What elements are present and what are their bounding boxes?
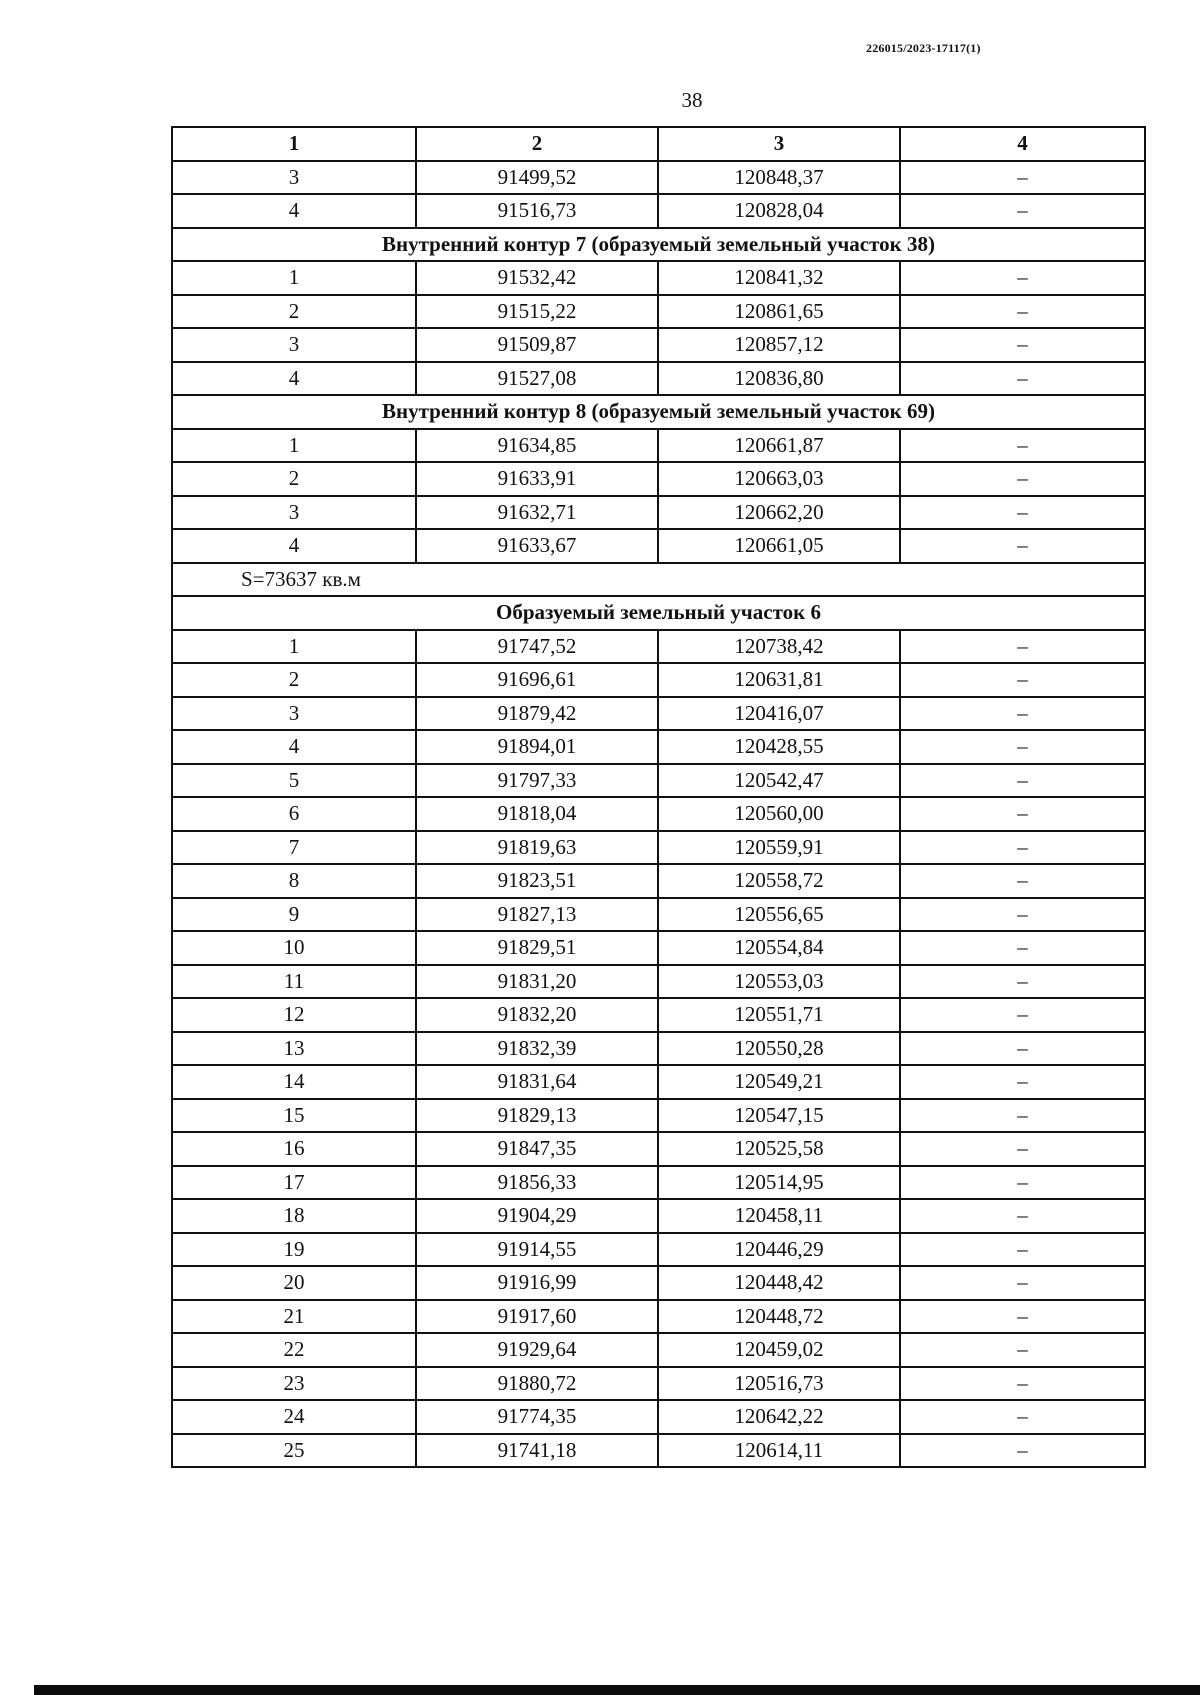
table-row [172,328,1145,362]
x-coordinate-cell: 91880,72 [416,1367,658,1401]
x-coordinate-cell: 91929,64 [416,1333,658,1367]
y-coordinate-cell: 120458,11 [658,1199,900,1233]
point-number-cell: 16 [172,1132,416,1166]
x-coordinate-cell: 91634,85 [416,429,658,463]
x-coordinate-cell: 91856,33 [416,1166,658,1200]
point-number-cell: 4 [172,362,416,396]
y-coordinate-cell: 120560,00 [658,797,900,831]
table-row [172,1065,1145,1099]
x-coordinate-cell: 91747,52 [416,630,658,664]
point-number-cell: 8 [172,864,416,898]
point-number-cell: 13 [172,1032,416,1066]
y-coordinate-cell: 120551,71 [658,998,900,1032]
point-number-cell: 4 [172,529,416,563]
note-cell: – [900,1065,1145,1099]
y-coordinate-cell: 120547,15 [658,1099,900,1133]
section-title: Внутренний контур 8 (образуемый земельный участок 69) [172,395,1145,429]
note-cell: – [900,328,1145,362]
y-coordinate-cell: 120525,58 [658,1132,900,1166]
y-coordinate-cell: 120554,84 [658,931,900,965]
y-coordinate-cell: 120861,65 [658,295,900,329]
note-cell: – [900,1166,1145,1200]
x-coordinate-cell: 91894,01 [416,730,658,764]
point-number-cell: 4 [172,730,416,764]
point-number-cell: 18 [172,1199,416,1233]
table-row [172,1300,1145,1334]
x-coordinate-cell: 91633,67 [416,529,658,563]
x-coordinate-cell: 91832,20 [416,998,658,1032]
section-row [172,395,1145,429]
x-coordinate-cell: 91917,60 [416,1300,658,1334]
page-number: 38 [681,88,703,112]
x-coordinate-cell: 91829,51 [416,931,658,965]
point-number-cell: 6 [172,797,416,831]
y-coordinate-cell: 120448,42 [658,1266,900,1300]
y-coordinate-cell: 120848,37 [658,161,900,195]
note-cell: – [900,429,1145,463]
note-cell: – [900,161,1145,195]
table-row [172,429,1145,463]
table-row [172,1434,1145,1468]
note-cell: – [900,1400,1145,1434]
point-number-cell: 22 [172,1333,416,1367]
table-row [172,831,1145,865]
area-label: S=73637 кв.м [172,563,1145,597]
table-row [172,1367,1145,1401]
section-row [172,596,1145,630]
y-coordinate-cell: 120549,21 [658,1065,900,1099]
point-number-cell: 20 [172,1266,416,1300]
x-coordinate-cell: 91832,39 [416,1032,658,1066]
table-row [172,797,1145,831]
table-row [172,295,1145,329]
table-row [172,1266,1145,1300]
table-row [172,663,1145,697]
section-row [172,228,1145,262]
x-coordinate-cell: 91879,42 [416,697,658,731]
table-row [172,998,1145,1032]
coordinates-table [171,126,1146,1468]
point-number-cell: 10 [172,931,416,965]
x-coordinate-cell: 91847,35 [416,1132,658,1166]
x-coordinate-cell: 91527,08 [416,362,658,396]
point-number-cell: 3 [172,161,416,195]
x-coordinate-cell: 91818,04 [416,797,658,831]
table-row [172,730,1145,764]
note-cell: – [900,1032,1145,1066]
note-cell: – [900,1132,1145,1166]
note-cell: – [900,797,1145,831]
y-coordinate-cell: 120663,03 [658,462,900,496]
y-coordinate-cell: 120828,04 [658,194,900,228]
y-coordinate-cell: 120836,80 [658,362,900,396]
point-number-cell: 4 [172,194,416,228]
note-cell: – [900,261,1145,295]
x-coordinate-cell: 91829,13 [416,1099,658,1133]
point-number-cell: 25 [172,1434,416,1468]
y-coordinate-cell: 120448,72 [658,1300,900,1334]
x-coordinate-cell: 91914,55 [416,1233,658,1267]
note-cell: – [900,496,1145,530]
column-header: 2 [416,127,658,161]
note-cell: – [900,1300,1145,1334]
y-coordinate-cell: 120446,29 [658,1233,900,1267]
note-cell: – [900,1233,1145,1267]
note-cell: – [900,1434,1145,1468]
column-header: 3 [658,127,900,161]
x-coordinate-cell: 91823,51 [416,864,658,898]
column-header: 4 [900,127,1145,161]
y-coordinate-cell: 120614,11 [658,1434,900,1468]
y-coordinate-cell: 120738,42 [658,630,900,664]
y-coordinate-cell: 120841,32 [658,261,900,295]
y-coordinate-cell: 120542,47 [658,764,900,798]
y-coordinate-cell: 120642,22 [658,1400,900,1434]
table-row [172,362,1145,396]
table-row [172,462,1145,496]
table-row [172,1199,1145,1233]
note-cell: – [900,965,1145,999]
note-cell: – [900,1266,1145,1300]
y-coordinate-cell: 120556,65 [658,898,900,932]
table-row [172,764,1145,798]
point-number-cell: 3 [172,496,416,530]
column-header: 1 [172,127,416,161]
table-row [172,898,1145,932]
table-row [172,1166,1145,1200]
note-cell: – [900,898,1145,932]
note-cell: – [900,831,1145,865]
x-coordinate-cell: 91532,42 [416,261,658,295]
y-coordinate-cell: 120428,55 [658,730,900,764]
x-coordinate-cell: 91516,73 [416,194,658,228]
point-number-cell: 14 [172,1065,416,1099]
point-number-cell: 3 [172,328,416,362]
x-coordinate-cell: 91774,35 [416,1400,658,1434]
y-coordinate-cell: 120459,02 [658,1333,900,1367]
point-number-cell: 23 [172,1367,416,1401]
x-coordinate-cell: 91819,63 [416,831,658,865]
note-cell: – [900,697,1145,731]
y-coordinate-cell: 120661,87 [658,429,900,463]
x-coordinate-cell: 91797,33 [416,764,658,798]
y-coordinate-cell: 120514,95 [658,1166,900,1200]
point-number-cell: 2 [172,295,416,329]
document-number: 226015/2023-17117(1) [866,41,981,55]
point-number-cell: 21 [172,1300,416,1334]
y-coordinate-cell: 120516,73 [658,1367,900,1401]
point-number-cell: 2 [172,462,416,496]
x-coordinate-cell: 91741,18 [416,1434,658,1468]
area-row [172,563,1145,597]
point-number-cell: 12 [172,998,416,1032]
x-coordinate-cell: 91696,61 [416,663,658,697]
y-coordinate-cell: 120416,07 [658,697,900,731]
point-number-cell: 1 [172,429,416,463]
note-cell: – [900,998,1145,1032]
table-header-row [172,127,1145,161]
table-row [172,1333,1145,1367]
point-number-cell: 7 [172,831,416,865]
x-coordinate-cell: 91499,52 [416,161,658,195]
point-number-cell: 19 [172,1233,416,1267]
note-cell: – [900,730,1145,764]
table-row [172,1233,1145,1267]
x-coordinate-cell: 91916,99 [416,1266,658,1300]
note-cell: – [900,663,1145,697]
x-coordinate-cell: 91831,64 [416,1065,658,1099]
table-row [172,496,1145,530]
y-coordinate-cell: 120662,20 [658,496,900,530]
x-coordinate-cell: 91904,29 [416,1199,658,1233]
note-cell: – [900,462,1145,496]
table-body [172,161,1145,1468]
section-title: Образуемый земельный участок 6 [172,596,1145,630]
table-row [172,529,1145,563]
table-row [172,965,1145,999]
table-row [172,630,1145,664]
point-number-cell: 9 [172,898,416,932]
point-number-cell: 1 [172,630,416,664]
table-row [172,261,1145,295]
table-row [172,931,1145,965]
note-cell: – [900,1099,1145,1133]
note-cell: – [900,931,1145,965]
point-number-cell: 3 [172,697,416,731]
x-coordinate-cell: 91633,91 [416,462,658,496]
y-coordinate-cell: 120553,03 [658,965,900,999]
point-number-cell: 17 [172,1166,416,1200]
note-cell: – [900,295,1145,329]
point-number-cell: 15 [172,1099,416,1133]
x-coordinate-cell: 91632,71 [416,496,658,530]
y-coordinate-cell: 120857,12 [658,328,900,362]
point-number-cell: 24 [172,1400,416,1434]
table-row [172,697,1145,731]
note-cell: – [900,864,1145,898]
y-coordinate-cell: 120550,28 [658,1032,900,1066]
table-row [172,194,1145,228]
note-cell: – [900,764,1145,798]
table-row [172,161,1145,195]
note-cell: – [900,194,1145,228]
y-coordinate-cell: 120559,91 [658,831,900,865]
section-title: Внутренний контур 7 (образуемый земельный участок 38) [172,228,1145,262]
note-cell: – [900,362,1145,396]
point-number-cell: 11 [172,965,416,999]
x-coordinate-cell: 91831,20 [416,965,658,999]
table-row [172,1132,1145,1166]
x-coordinate-cell: 91515,22 [416,295,658,329]
x-coordinate-cell: 91827,13 [416,898,658,932]
note-cell: – [900,1199,1145,1233]
y-coordinate-cell: 120631,81 [658,663,900,697]
point-number-cell: 1 [172,261,416,295]
table-row [172,1099,1145,1133]
point-number-cell: 2 [172,663,416,697]
note-cell: – [900,1333,1145,1367]
note-cell: – [900,630,1145,664]
table-row [172,1032,1145,1066]
point-number-cell: 5 [172,764,416,798]
scan-edge-bar [34,1685,1200,1695]
table-row [172,1400,1145,1434]
table-row [172,864,1145,898]
note-cell: – [900,1367,1145,1401]
note-cell: – [900,529,1145,563]
y-coordinate-cell: 120558,72 [658,864,900,898]
x-coordinate-cell: 91509,87 [416,328,658,362]
y-coordinate-cell: 120661,05 [658,529,900,563]
